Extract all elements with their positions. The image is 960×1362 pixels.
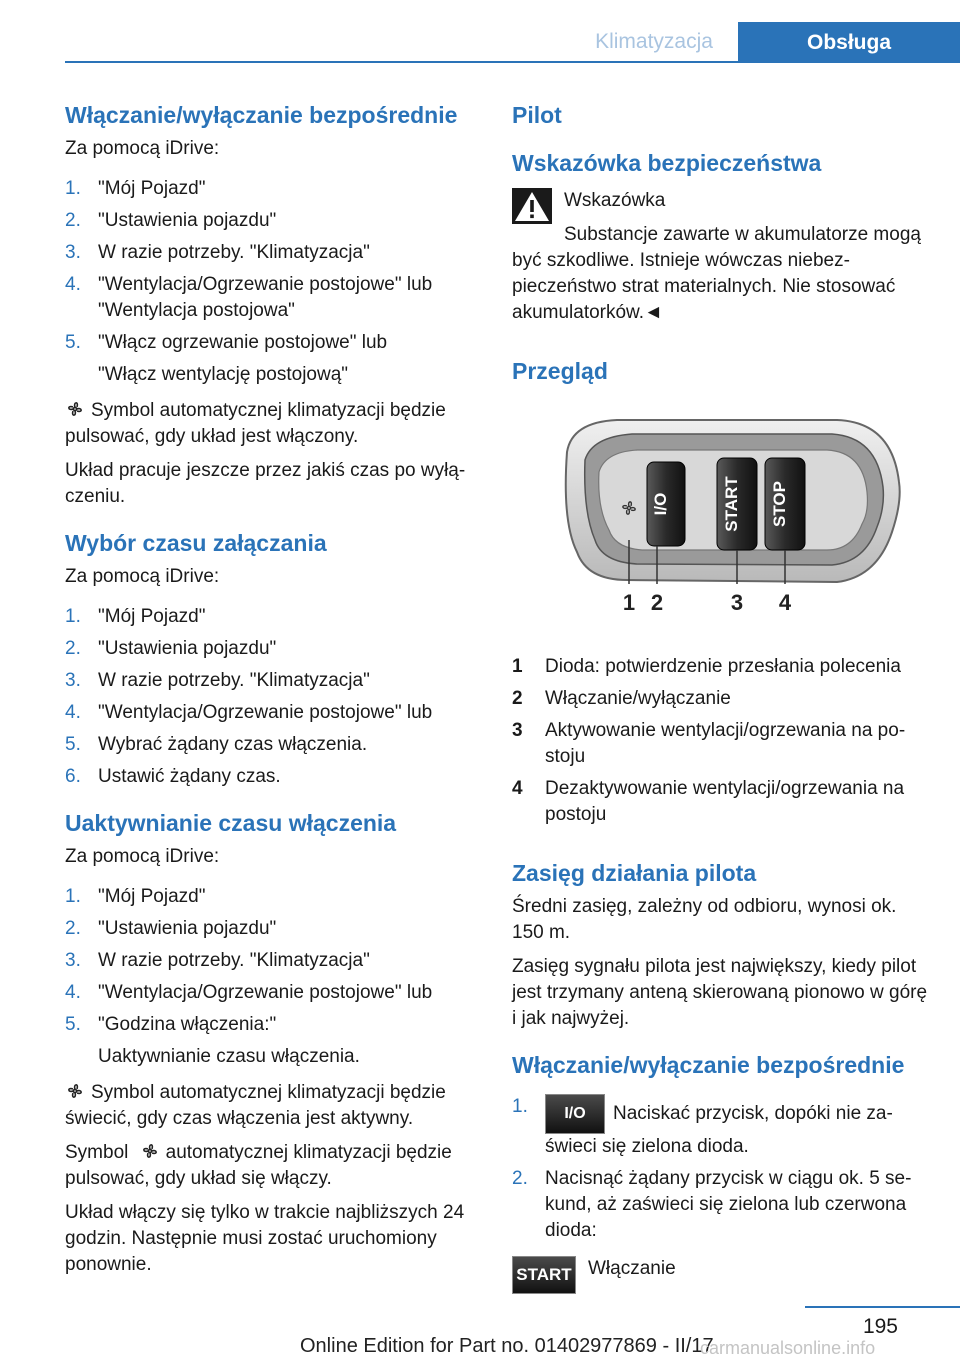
legend-list [512, 654, 930, 828]
io-button-icon: I/O [545, 1094, 605, 1134]
warning-label: Wskazówka [564, 190, 666, 211]
list-item [512, 718, 930, 770]
list-item [65, 764, 483, 790]
legend-text: Włączanie/wyłączanie [545, 688, 731, 709]
step-text: "Mój Pojazd" [98, 886, 206, 907]
section-title-direct-onoff: Włączanie/wyłączanie bezpośrednie [65, 102, 458, 128]
step-text: W razie potrzeby. "Klimatyzacja" [98, 670, 370, 691]
paragraph [65, 1140, 483, 1192]
step-text: "Ustawienia pojazdu" [98, 918, 277, 939]
step-number: 4. [65, 982, 81, 1003]
list-item [65, 208, 483, 234]
paragraph-text: Symbol automatycznej klimatyzacji będzie pulsować, gdy układ jest włączony. [65, 400, 446, 447]
section-title-remote: Pilot [512, 102, 562, 128]
paragraph: Zasięg sygnału pilota jest największy, kiedy pilot jest trzymany anteną skierowaną pionowo w górę i jak najwyżej. [512, 956, 928, 1029]
step-text: "Wentylacja/Ogrzewanie postojowe" lub "Wentylacja postojowa" [98, 274, 433, 321]
step-text: Ustawić żądany czas. [98, 766, 281, 787]
step-number: 2. [512, 1168, 528, 1189]
paragraph-text: automatycznej klimatyzacji będzie pulsować, gdy układ się włączy. [65, 1142, 452, 1189]
idrive-intro: Za pomocą iDrive: [65, 846, 220, 867]
step-text: "Włącz ogrzewanie postojowe" lub [98, 332, 388, 353]
legend-text: Dezaktywowanie wentylacji/ogrzewania na postoju [545, 778, 905, 825]
step-number: 1. [65, 886, 81, 907]
list-item [512, 1166, 930, 1244]
list-item [65, 636, 483, 662]
list-item [65, 272, 483, 324]
step-text: Nacisnąć żądany przycisk w ciągu ok. 5 sekund, aż zaświeci się zielona lub czerwona dioda: [545, 1168, 912, 1241]
step-text: "Mój Pojazd" [98, 606, 206, 627]
edition-note: Online Edition for Part no. 01402977869 - II/17 [300, 1335, 714, 1357]
step-list [65, 884, 483, 1038]
legend-number: 3 [512, 720, 523, 741]
legend-text: Aktywowanie wentylacji/ogrzewania na postoju [545, 720, 906, 767]
step-text: "Mój Pojazd" [98, 178, 206, 199]
step-text: "Wentylacja/Ogrzewanie postojowe" lub [98, 702, 433, 723]
section-title-range: Zasięg działania pilota [512, 860, 757, 886]
step-text: W razie potrzeby. "Klimatyzacja" [98, 242, 370, 263]
step-number: 1. [65, 178, 81, 199]
step-text: Naciskać przycisk, dopóki nie zaświeci się zielona dioda. [545, 1103, 893, 1157]
step-number: 3. [65, 242, 81, 263]
fob-label-io: I/O [651, 492, 670, 516]
step-list [65, 604, 483, 790]
paragraph [65, 1080, 483, 1132]
list-item [65, 604, 483, 630]
list-item [65, 884, 483, 910]
list-item [65, 948, 483, 974]
warning-text: Substancje zawarte w akumulatorze mogą być szkodliwe. Istnieje wówczas niebezpieczeństwo strat materialnych. Nie stosować akumulatorków.◄ [512, 224, 921, 323]
remote-key-illustration [547, 412, 917, 627]
watermark: carmanualsonline.info [700, 1338, 876, 1358]
list-item [65, 732, 483, 758]
step-number: 1. [65, 606, 81, 627]
step-text: "Wentylacja/Ogrzewanie postojowe" lub [98, 982, 433, 1003]
step-number: 2. [65, 918, 81, 939]
section-title-overview: Przegląd [512, 358, 608, 384]
legend-number: 2 [512, 688, 523, 709]
step-text: W razie potrzeby. "Klimatyzacja" [98, 950, 370, 971]
list-item [65, 700, 483, 726]
fan-icon [65, 1081, 85, 1101]
step-text: Wybrać żądany czas włączenia. [98, 734, 368, 755]
step-number: 5. [65, 1014, 81, 1035]
step-number: 2. [65, 638, 81, 659]
step-number: 2. [65, 210, 81, 231]
idrive-intro: Za pomocą iDrive: [65, 566, 220, 587]
on-label: Włączanie [588, 1258, 676, 1279]
legend-text: Dioda: potwierdzenie przesłania polecenia [545, 656, 901, 677]
list-item [65, 330, 483, 356]
legend-number: 4 [512, 778, 523, 799]
fob-label-start: START [722, 476, 741, 532]
warning-icon [512, 188, 552, 224]
section-title-direct-onoff: Włączanie/wyłączanie bezpośrednie [512, 1052, 905, 1078]
callout-1: 1 [622, 590, 636, 615]
step-continuation: "Włącz wentylację postojową" [98, 364, 349, 385]
footer-rule [805, 1306, 960, 1308]
right-column [512, 100, 930, 1294]
fan-icon [140, 1141, 160, 1161]
step-number: 4. [65, 702, 81, 723]
step-text [545, 1094, 930, 1160]
section-title-activate-time: Uaktywnianie czasu włączenia [65, 810, 397, 836]
step-number: 5. [65, 332, 81, 353]
list-item [512, 1094, 930, 1160]
left-column [65, 100, 483, 1286]
paragraph: Układ pracuje jeszcze przez jakiś czas po wyłączeniu. [65, 460, 466, 507]
header-chapter-tab[interactable]: Obsługa [738, 22, 960, 63]
paragraph: Średni zasięg, zależny od odbioru, wynosi ok. 150 m. [512, 896, 897, 943]
step-number: 3. [65, 670, 81, 691]
paragraph-text: Symbol [65, 1142, 129, 1163]
section-title-select-time: Wybór czasu załączania [65, 530, 327, 556]
list-item [65, 240, 483, 266]
step-text: "Godzina włączenia:" [98, 1014, 277, 1035]
callout-2: 2 [650, 590, 664, 615]
safety-warning [512, 188, 930, 326]
step-text: "Ustawienia pojazdu" [98, 638, 277, 659]
page-number: 195 [862, 1315, 898, 1338]
fob-label-stop: STOP [770, 481, 789, 527]
fan-icon [65, 399, 85, 419]
paragraph: Układ włączy się tylko w trakcie najbliższych 24 godzin. Następnie musi zostać uruchomiony ponownie. [65, 1202, 465, 1275]
step-list [512, 1094, 930, 1244]
step-number: 6. [65, 766, 81, 787]
step-number: 5. [65, 734, 81, 755]
on-row [512, 1256, 930, 1294]
idrive-intro: Za pomocą iDrive: [65, 138, 220, 159]
list-item [512, 686, 930, 712]
list-item [65, 980, 483, 1006]
legend-number: 1 [512, 656, 523, 677]
section-title-safety: Wskazówka bezpieczeństwa [512, 150, 822, 176]
list-item [65, 668, 483, 694]
list-item [512, 776, 930, 828]
list-item [65, 916, 483, 942]
paragraph-text: Symbol automatycznej klimatyzacji będzie świecić, gdy czas włączenia jest aktywny. [65, 1082, 446, 1129]
step-text: "Ustawienia pojazdu" [98, 210, 277, 231]
callout-4: 4 [778, 590, 792, 615]
header-section-tab[interactable]: Klimatyzacja [595, 30, 713, 53]
step-number: 3. [65, 950, 81, 971]
list-item [65, 1012, 483, 1038]
step-number: 4. [65, 274, 81, 295]
step-list [65, 176, 483, 356]
header-rule [65, 61, 960, 63]
list-item [65, 176, 483, 202]
list-item [512, 654, 930, 680]
paragraph [65, 398, 483, 450]
step-number: 1. [512, 1096, 528, 1117]
start-button-icon: START [512, 1256, 576, 1294]
step-continuation: Uaktywnianie czasu włączenia. [98, 1046, 360, 1067]
callout-3: 3 [730, 590, 744, 615]
